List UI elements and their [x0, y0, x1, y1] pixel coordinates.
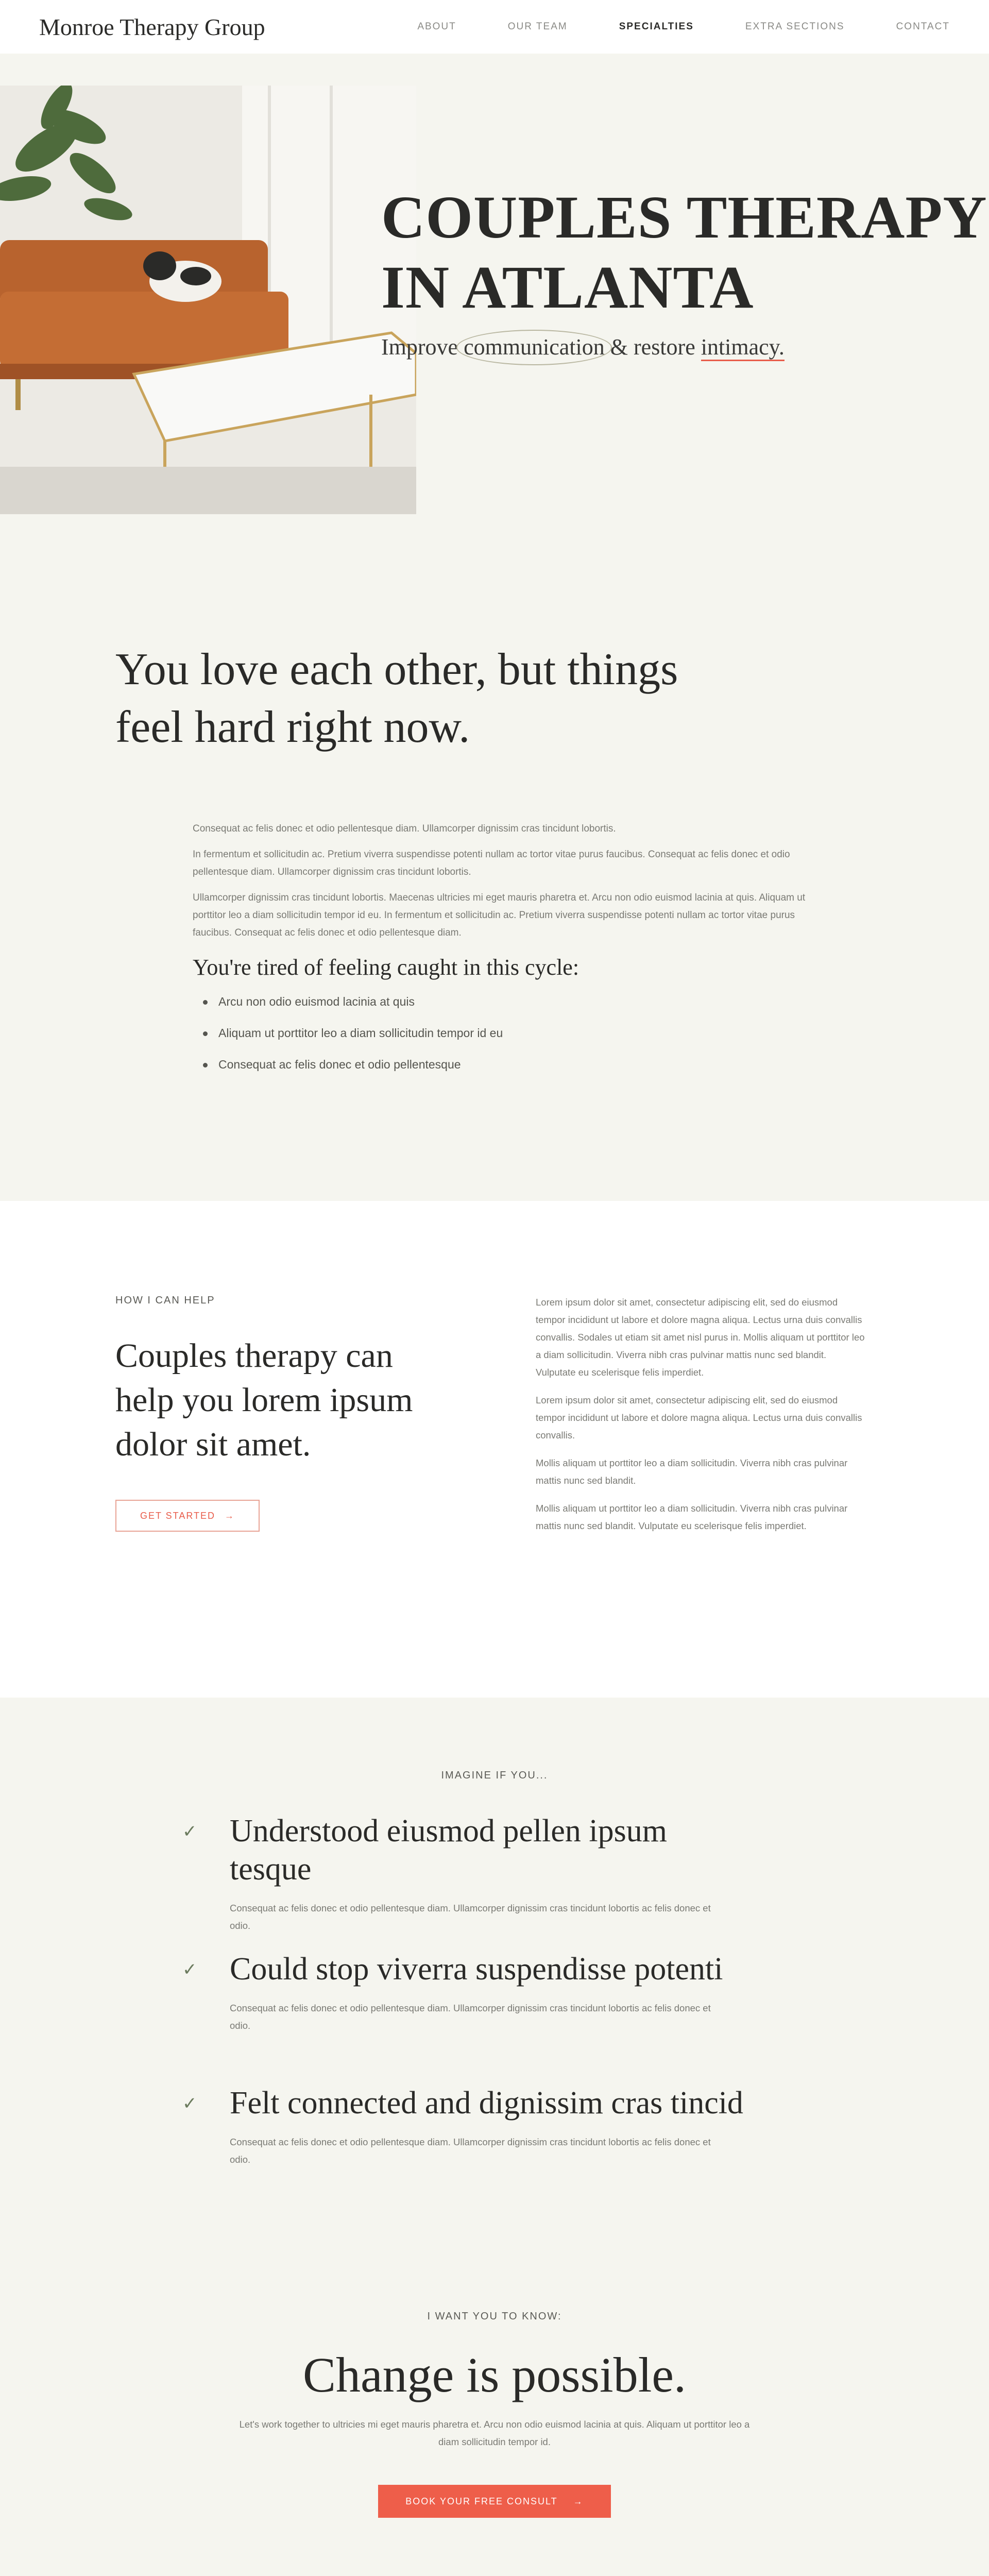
help-paragraph: Mollis aliquam ut porttitor leo a diam sollicitudin. Viverra nibh cras pulvinar mattis nunc sed blandit. Vulputate eu scelerisque felis imperdiet. [536, 1503, 848, 1531]
hero-sub-circled: communication [464, 334, 605, 360]
hero-image [0, 86, 416, 514]
imagine-section [0, 1698, 989, 2576]
hero-subtitle [381, 334, 987, 360]
hero-sub-a: Improve [381, 334, 464, 360]
intro-paragraph: Ullamcorper dignissim cras tincidunt lobortis. Maecenas ultricies mi eget mauris pharetra et. Arcu non odio euismod lacinia at quis. Aliquam ut porttitor leo a diam sollicitudin tempor id eu. In fermentum et sollicitudin ac. Pretium viverra suspendisse potenti nullam ac tortor vitae purus faucibus. Consequat ac felis donec et odio pellentesque diam. [193, 892, 806, 938]
imagine-item-text: Consequat ac felis donec et odio pellentesque diam. Ullamcorper dignissim cras tincidunt lobortis ac felis donec et odio. [230, 1903, 711, 1931]
imagine-item-text: Consequat ac felis donec et odio pellentesque diam. Ullamcorper dignissim cras tincidunt lobortis ac felis donec et odio. [230, 2003, 711, 2031]
get-started-label: GET STARTED [140, 1510, 216, 1521]
intro-body [193, 820, 811, 1072]
list-item: Consequat ac felis donec et odio pellentesque [193, 1058, 811, 1072]
nav-contact[interactable]: CONTACT [896, 21, 950, 32]
hero-section [0, 54, 989, 514]
book-consult-label: BOOK YOUR FREE CONSULT [405, 2496, 558, 2506]
nav-extra-sections[interactable]: EXTRA SECTIONS [745, 21, 845, 32]
intro-paragraph: Consequat ac felis donec et odio pellentesque diam. Ullamcorper dignissim cras tincidunt lobortis. [193, 823, 616, 834]
cycle-heading: You're tired of feeling caught in this cycle: [193, 955, 579, 980]
hero-sub-underlined: intimacy. [701, 334, 785, 361]
intro-heading: You love each other, but things feel hard right now. [115, 645, 678, 752]
help-text-column [536, 1294, 865, 1545]
cycle-list [193, 995, 811, 1072]
change-eyebrow: I WANT YOU TO KNOW: [427, 2311, 562, 2322]
list-item: Arcu non odio euismod lacinia at quis [193, 995, 811, 1009]
list-item: Aliquam ut porttitor leo a diam sollicitudin tempor id eu [193, 1026, 811, 1040]
help-eyebrow: HOW I CAN HELP [115, 1295, 215, 1306]
help-paragraph: Lorem ipsum dolor sit amet, consectetur adipiscing elit, sed do eiusmod tempor incididunt ut labore et dolore magna aliqua. Lectus urna duis convallis convallis. [536, 1395, 862, 1440]
imagine-item-title: Understood eiusmod pellen ipsum tesque [230, 1814, 667, 1887]
book-consult-button[interactable] [378, 2485, 611, 2518]
help-section [0, 1201, 989, 1698]
arrow-right-icon: → [573, 2496, 584, 2506]
living-room-illustration [0, 86, 416, 514]
checkmark-icon: ✓ [182, 1960, 197, 1979]
change-text: Let's work together to ultricies mi eget mauris pharetra et. Arcu non odio euismod lacinia at quis. Aliquam ut porttitor leo a diam sollicitudin tempor id. [239, 2419, 750, 2447]
help-paragraph: Lorem ipsum dolor sit amet, consectetur adipiscing elit, sed do eiusmod tempor incididunt ut labore et dolore magna aliqua. Lectus urna duis convallis convallis. Sodales ut etiam sit amet nisl purus in. Mollis aliquam ut porttitor leo a diam sollicitudin. Viverra nibh cras pulvinar mattis nunc sed blandit. Vulputate eu scelerisque felis imperdiet. [536, 1297, 865, 1378]
nav-specialties[interactable]: SPECIALTIES [619, 21, 694, 32]
site-header [0, 0, 989, 54]
hero-title-line2: IN ATLANTA [381, 253, 754, 321]
nav-about[interactable]: ABOUT [417, 21, 456, 32]
checkmark-icon: ✓ [182, 2094, 197, 2113]
nav-our-team[interactable]: OUR TEAM [507, 21, 568, 32]
help-paragraph: Mollis aliquam ut porttitor leo a diam sollicitudin. Viverra nibh cras pulvinar mattis nunc sed blandit. [536, 1458, 848, 1486]
main-nav [366, 21, 950, 32]
hero-text [381, 182, 987, 360]
intro-section [0, 514, 989, 1201]
imagine-item-title: Felt connected and dignissim cras tincid [230, 2086, 743, 2121]
help-heading: Couples therapy can help you lorem ipsum dolor sit amet. [115, 1337, 413, 1463]
change-heading: Change is possible. [303, 2347, 686, 2402]
imagine-item [182, 2084, 749, 2168]
imagine-item [182, 1950, 749, 2035]
imagine-item [182, 1812, 749, 1935]
get-started-button[interactable] [115, 1500, 260, 1532]
intro-paragraph: In fermentum et sollicitudin ac. Pretium viverra suspendisse potenti nullam ac tortor vitae purus faucibus. Consequat ac felis donec et odio pellentesque diam. Ullamcorper dignissim cras tincidunt lobortis. [193, 849, 790, 877]
imagine-item-text: Consequat ac felis donec et odio pellentesque diam. Ullamcorper dignissim cras tincidunt lobortis ac felis donec et odio. [230, 2137, 711, 2165]
imagine-item-title: Could stop viverra suspendisse potenti [230, 1952, 723, 1987]
change-block [0, 2311, 989, 2518]
site-logo[interactable]: Monroe Therapy Group [39, 13, 265, 40]
arrow-right-icon: → [225, 1510, 235, 1521]
hero-sub-b: & restore [604, 334, 701, 360]
checkmark-icon: ✓ [182, 1822, 197, 1841]
imagine-eyebrow: IMAGINE IF YOU... [441, 1770, 548, 1781]
hero-title-line1: COUPLES THERAPY [381, 183, 987, 251]
hero-title [381, 182, 987, 323]
